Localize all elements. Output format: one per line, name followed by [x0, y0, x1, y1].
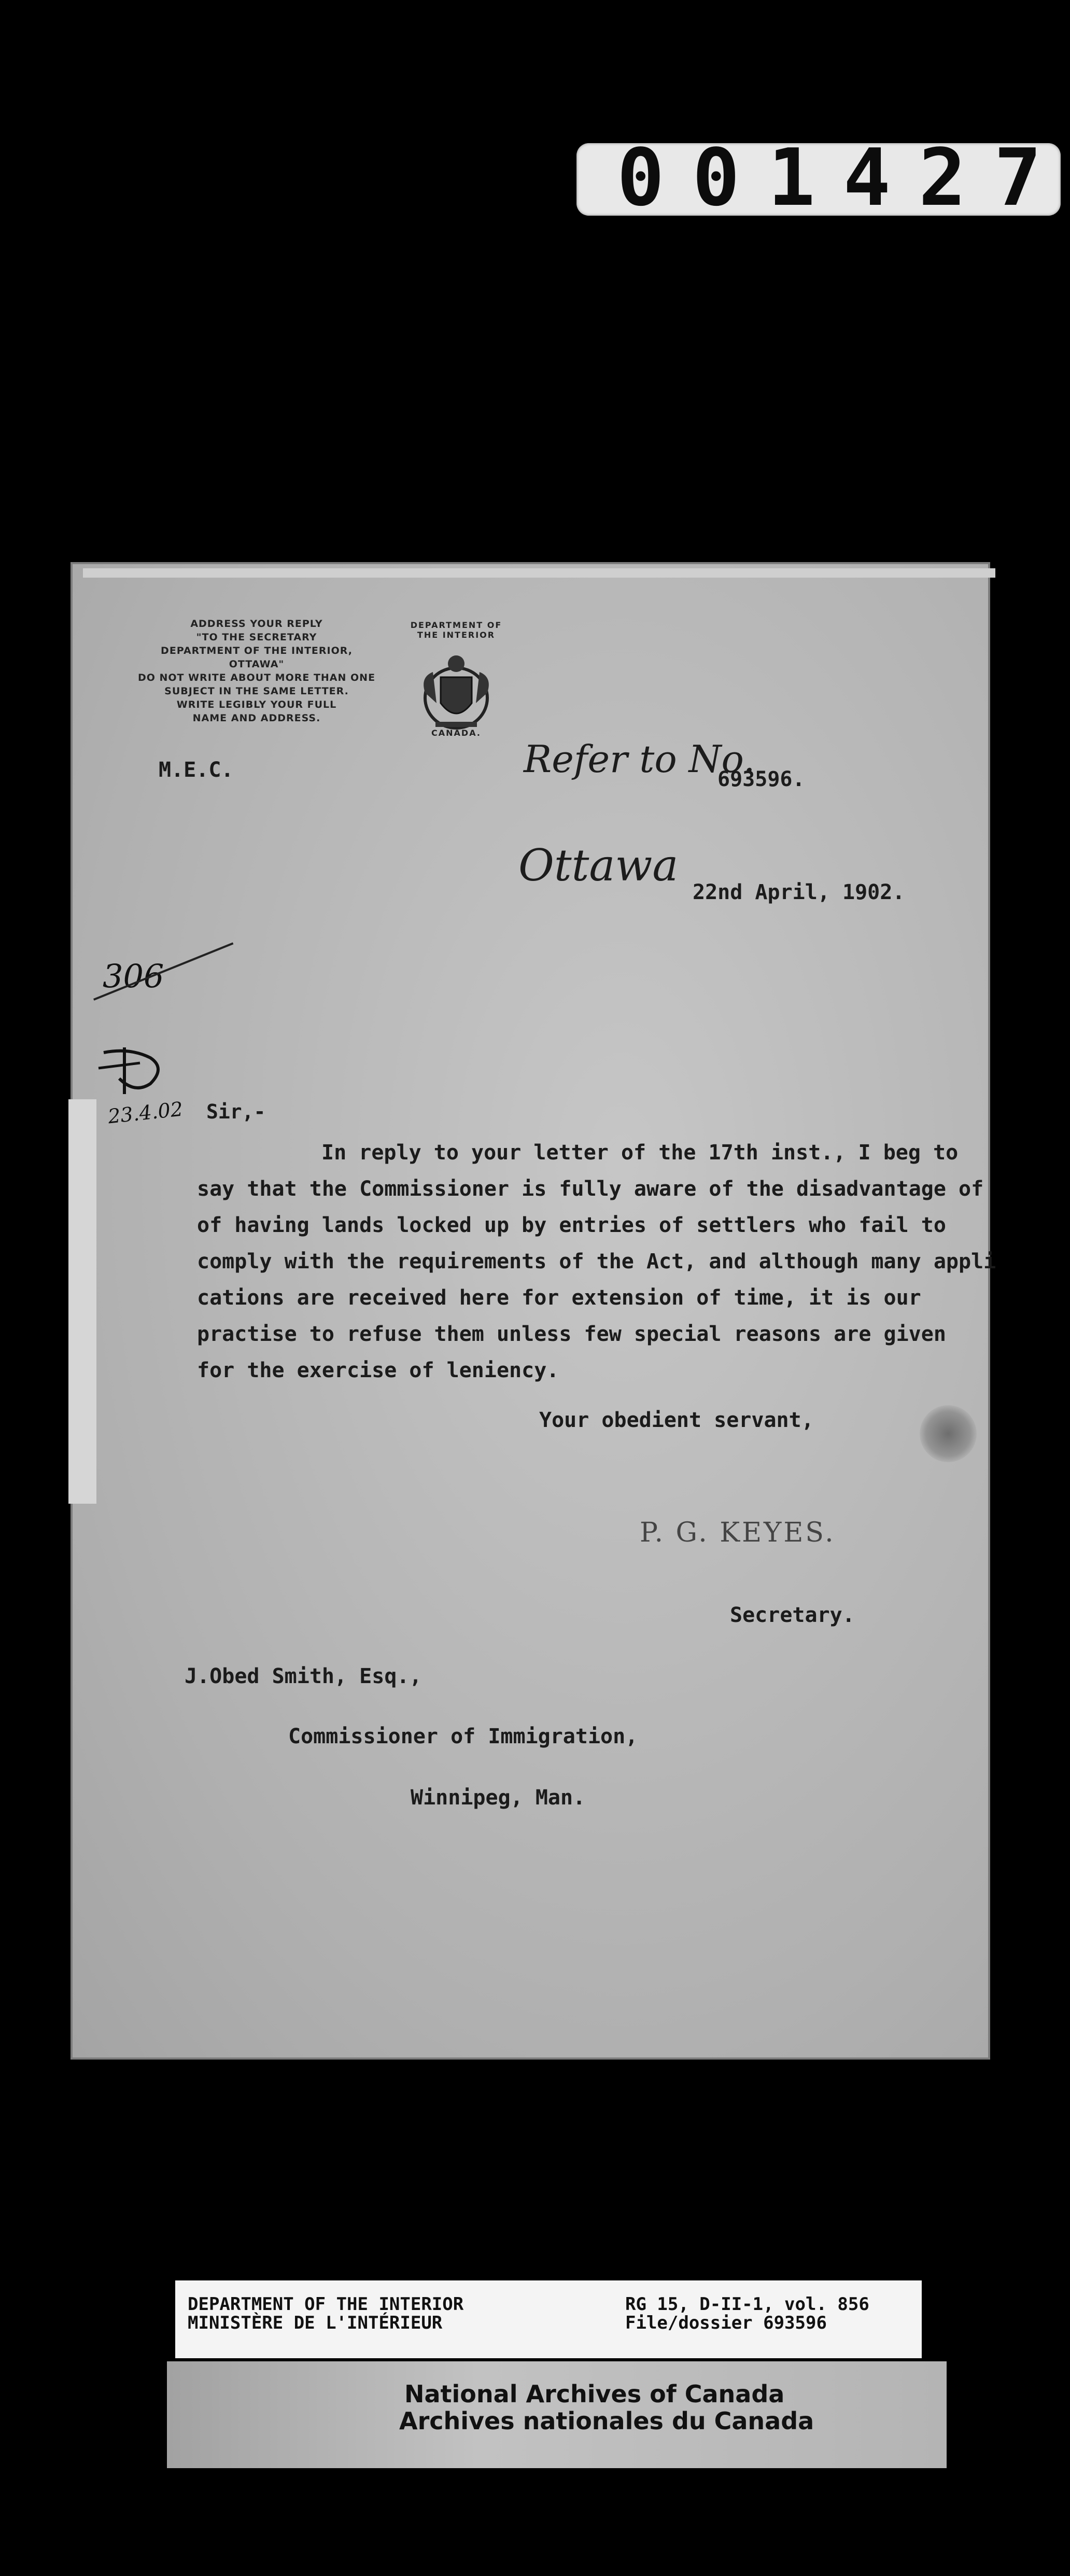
body-line: cations are received here for extension of time, it is our	[197, 1286, 921, 1310]
signature-title: Secretary.	[730, 1603, 855, 1627]
label-file-number: File/dossier 693596	[625, 2313, 827, 2333]
address-line: DO NOT WRITE ABOUT MORE THAN ONE	[137, 672, 376, 683]
signature-stamp: P. G. KEYES.	[640, 1517, 836, 1548]
sheet-top-edge	[83, 568, 995, 578]
letter-date: 22nd April, 1902.	[693, 880, 905, 904]
address-line: SUBJECT IN THE SAME LETTER.	[164, 685, 349, 697]
address-line: DEPARTMENT OF THE INTERIOR,	[161, 645, 353, 656]
thumbprint-smudge	[920, 1405, 977, 1462]
salutation: Sir,-	[206, 1100, 266, 1123]
address-line: "TO THE SECRETARY	[196, 632, 317, 643]
body-line: comply with the requirements of the Act, and although many appli	[197, 1250, 996, 1273]
recipient-name: J.Obed Smith, Esq.,	[185, 1664, 422, 1688]
label-department-english: DEPARTMENT OF THE INTERIOR	[188, 2294, 464, 2315]
body-line: for the exercise of leniency.	[197, 1359, 559, 1382]
address-line: NAME AND ADDRESS.	[192, 712, 321, 724]
margin-note-number: 306	[103, 957, 164, 995]
body-line: of having lands locked up by entries of settlers who fail to	[197, 1213, 946, 1237]
recipient-title: Commissioner of Immigration,	[288, 1725, 638, 1748]
place-name: Ottawa	[518, 840, 679, 891]
crest-department-label: DEPARTMENT OF THE INTERIOR	[410, 620, 502, 640]
label-department-french: MINISTÈRE DE L'INTÉRIEUR	[188, 2313, 443, 2333]
address-line: WRITE LEGIBLY YOUR FULL	[176, 699, 337, 710]
label-record-group: RG 15, D-II-1, vol. 856	[625, 2294, 869, 2315]
address-line: ADDRESS YOUR REPLY	[190, 618, 323, 629]
letter-body	[197, 1135, 996, 1389]
address-line: OTTAWA"	[229, 659, 285, 670]
sheet-left-tab	[68, 1099, 96, 1504]
frame-number: 001427	[617, 132, 1070, 223]
body-line: practise to refuse them unless few special reasons are given	[197, 1322, 946, 1346]
closing: Your obedient servant,	[539, 1408, 814, 1432]
clerk-initials: M.E.C.	[159, 758, 234, 782]
file-number: 693596.	[717, 767, 805, 791]
handwritten-initial-mark-icon	[93, 1037, 181, 1099]
archives-name-english: National Archives of Canada	[404, 2380, 785, 2408]
royal-crest-icon	[404, 620, 508, 745]
refer-to-label: Refer to No.	[524, 737, 755, 781]
letterhead-address-block	[135, 617, 378, 725]
recipient-city: Winnipeg, Man.	[411, 1786, 586, 1810]
archives-name-french: Archives nationales du Canada	[399, 2407, 814, 2435]
body-line: In reply to your letter of the 17th inst., I beg to	[321, 1141, 959, 1165]
crest-country-label: CANADA.	[431, 728, 481, 738]
body-line: say that the Commissioner is fully aware of the disadvantage of	[197, 1177, 984, 1201]
margin-note-date: 23.4.02	[107, 1097, 184, 1128]
